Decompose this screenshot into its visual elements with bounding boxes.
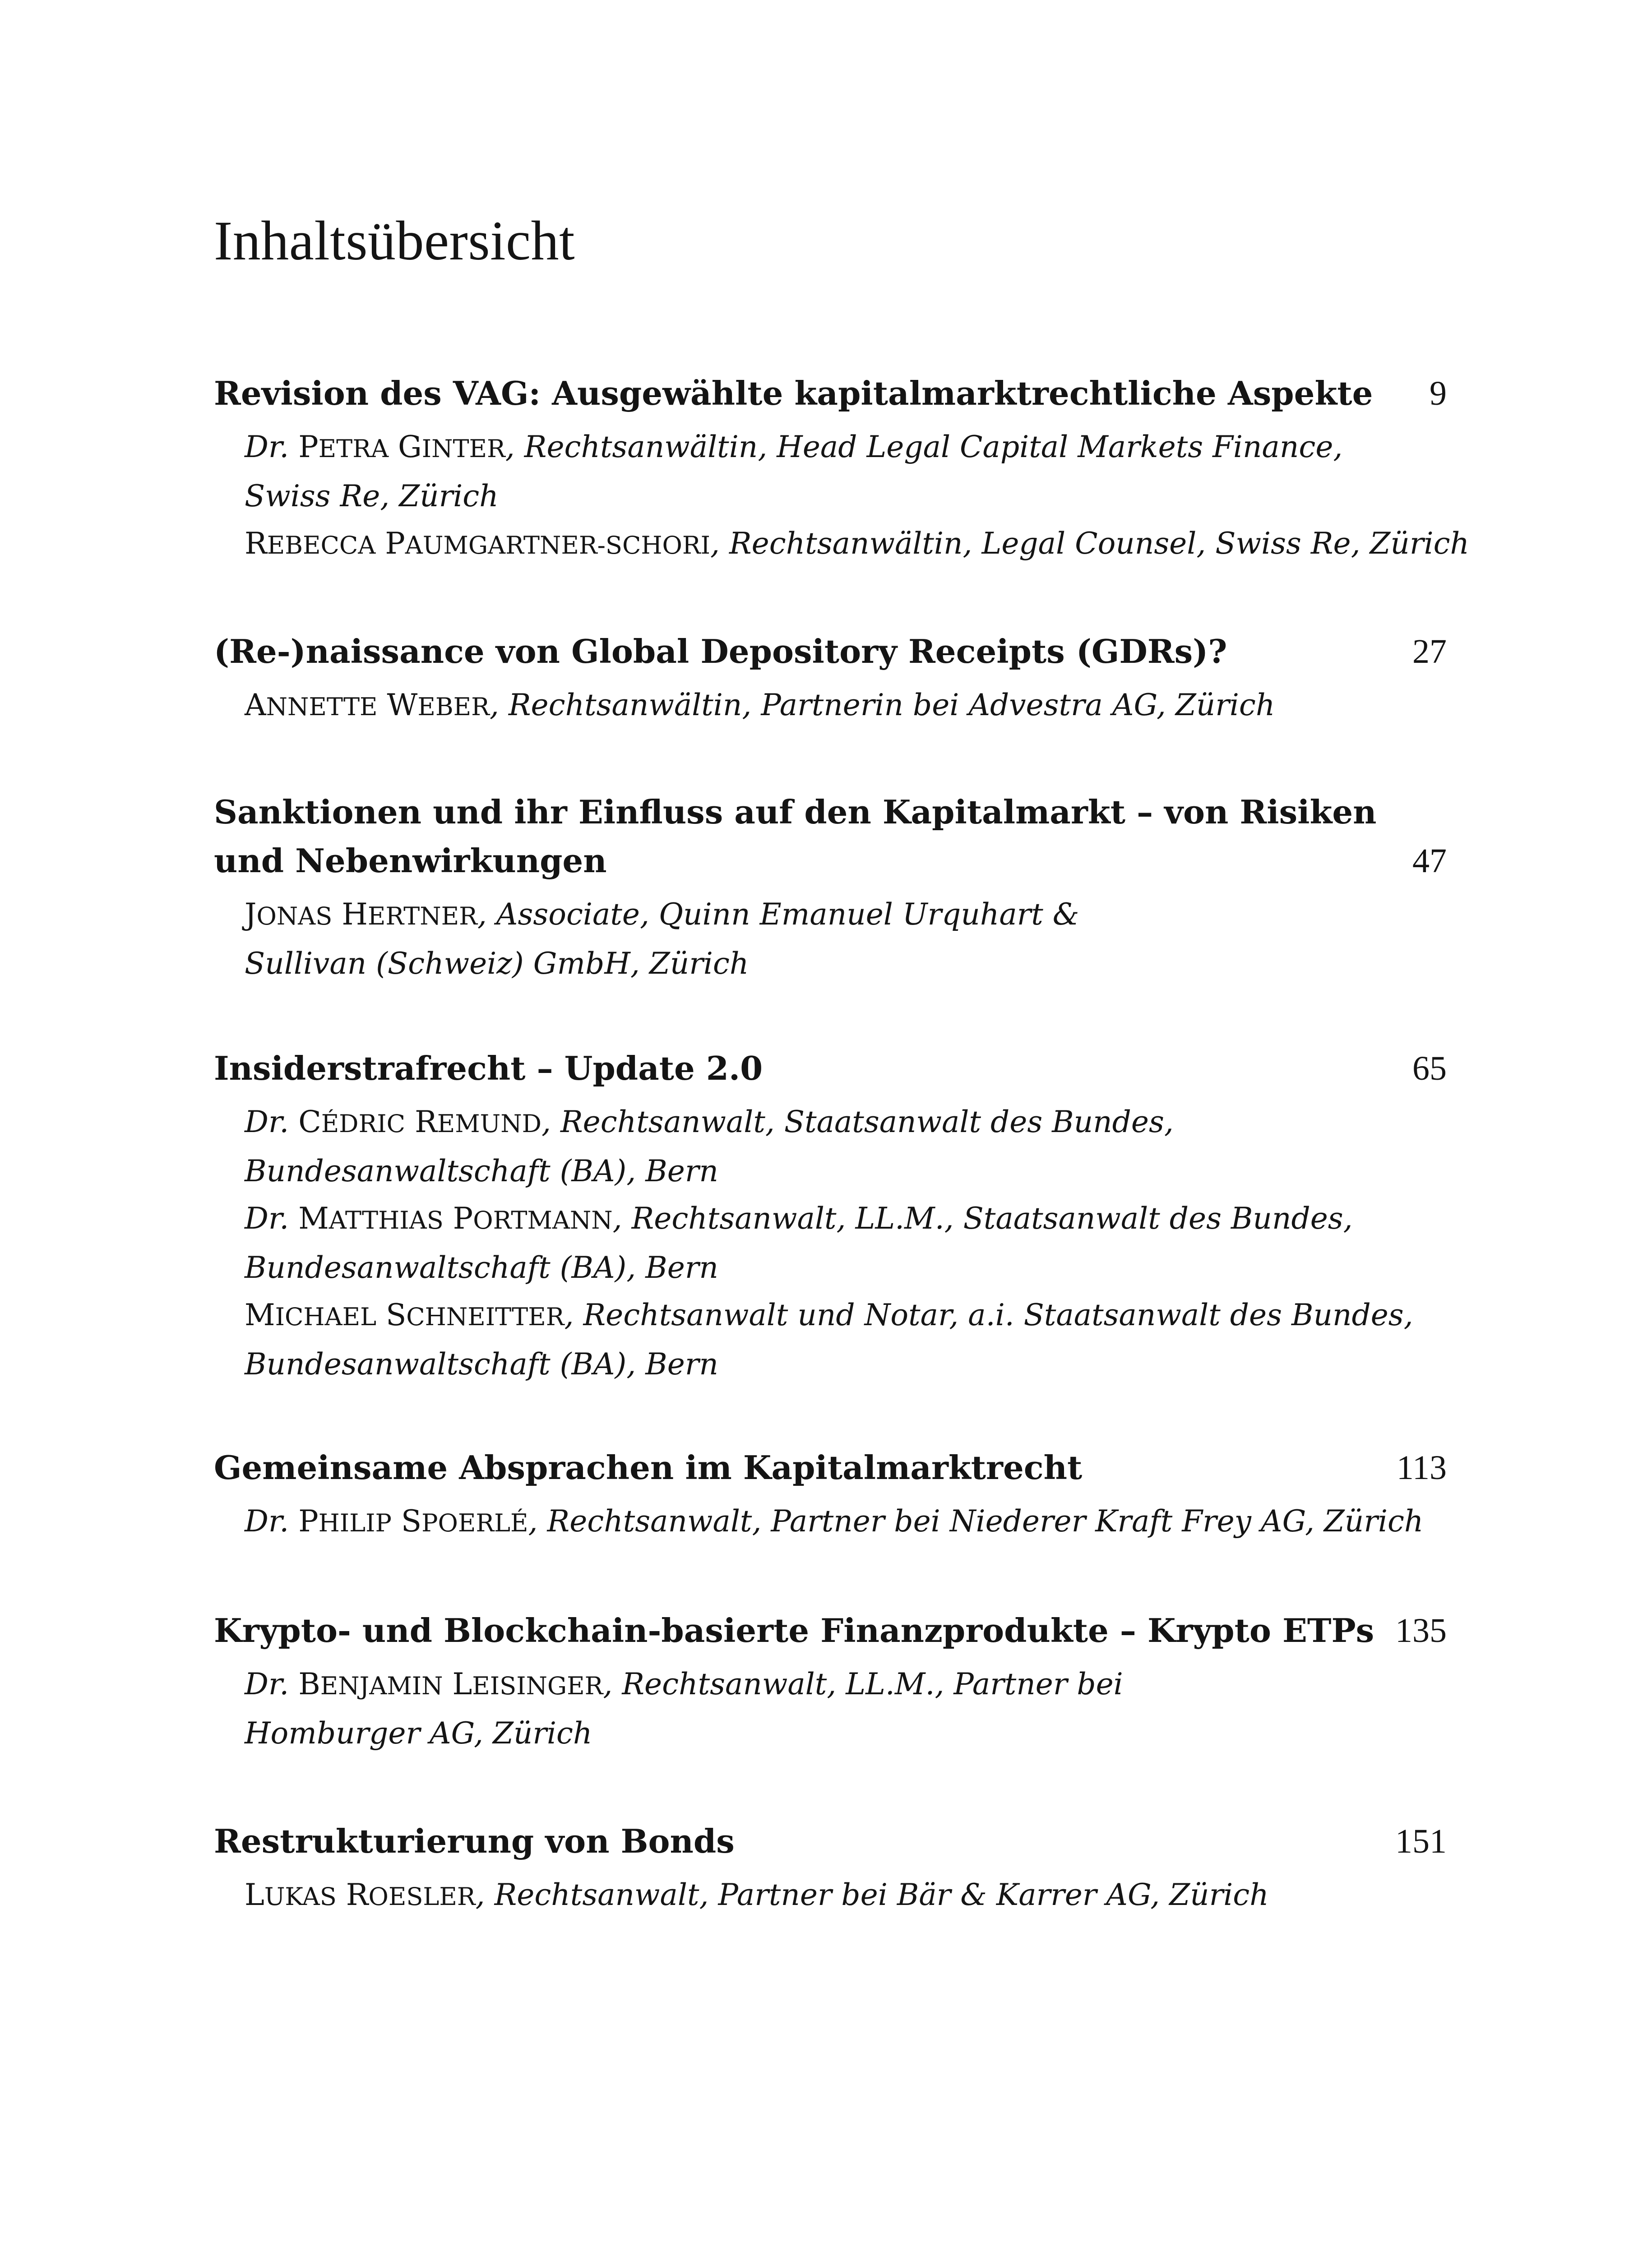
toc-entry[interactable] [214, 1817, 1447, 1920]
toc-entry[interactable] [214, 1606, 1447, 1757]
toc-entry-title [214, 369, 1373, 418]
author-last-name: ERTNER [367, 902, 477, 930]
author-line [245, 891, 1447, 940]
author-line [245, 1195, 1447, 1244]
author-affiliation: , Rechtsanwalt, LL.M., Partner bei [603, 1667, 1123, 1701]
author-first-name: ATTHIAS [329, 1206, 444, 1234]
author-last-name-initial: L [452, 1667, 472, 1701]
toc-entry-head [214, 1044, 1447, 1093]
author-prefix: Dr. [245, 1504, 299, 1539]
author-line-continuation: Bundesanwaltschaft (BA), Bern [245, 1250, 718, 1285]
author-line [245, 1871, 1447, 1920]
author-prefix: Dr. [245, 1667, 299, 1701]
author-affiliation: , Rechtsanwältin, Head Legal Capital Markets Finance, [505, 430, 1343, 464]
author-affiliation: , Associate, Quinn Emanuel Urquhart & [477, 897, 1079, 932]
toc-entry-page-number: 27 [1412, 633, 1447, 670]
author-last-name-initial: P [385, 526, 405, 561]
author-first-name: ETRA [318, 435, 389, 463]
toc-entry-page-number: 151 [1395, 1822, 1447, 1860]
author-first-name-initial: J [245, 897, 257, 932]
author-last-name: OESLER [368, 1882, 476, 1911]
toc-entry-title [214, 627, 1360, 676]
author-last-name: ORTMANN [473, 1206, 613, 1234]
toc-entry-head [214, 369, 1447, 418]
author-first-name: NNETTE [266, 693, 378, 721]
author-affiliation: , Rechtsanwältin, Legal Counsel, Swiss Re, Zürich [710, 526, 1470, 561]
toc-entry-page-number: 113 [1396, 1449, 1447, 1487]
toc-entry-title-line: Insiderstrafrecht – Update 2.0 [214, 1049, 763, 1087]
author-first-name-initial: A [245, 688, 266, 722]
author-prefix: Dr. [245, 430, 299, 464]
author-line [245, 1498, 1447, 1547]
author-first-name: UKAS [264, 1882, 337, 1911]
author-last-name: AUMGARTNER-SCHORI [405, 531, 711, 559]
author-first-name: ICHAEL [275, 1303, 377, 1331]
author-line [245, 681, 1447, 730]
toc-entry[interactable] [214, 788, 1447, 987]
author-first-name-initial: C [298, 1105, 321, 1139]
author-first-name-initial: P [298, 430, 319, 464]
toc-entry-page-number: 9 [1430, 374, 1447, 412]
toc-entry-page-number: 47 [1412, 842, 1447, 880]
author-last-name-initial: P [453, 1201, 473, 1236]
toc-entry-title [214, 788, 1377, 885]
toc-entry-authors [245, 891, 1447, 987]
author-last-name: EISINGER [472, 1672, 603, 1700]
author-last-name: INTER [421, 435, 505, 463]
toc-entry-title-line: und Nebenwirkungen [214, 841, 607, 880]
author-affiliation: , Rechtsanwalt, LL.M., Staatsanwalt des Bundes, [612, 1201, 1353, 1236]
toc-entry-title-line: Krypto- und Blockchain-basierte Finanzprodukte – Krypto ETPs [214, 1611, 1374, 1650]
author-affiliation: , Rechtsanwalt, Partner bei Bär & Karrer AG, Zürich [475, 1877, 1269, 1912]
toc-entry[interactable] [214, 369, 1470, 569]
toc-entry-title [214, 1606, 1374, 1655]
author-line-continuation: Bundesanwaltschaft (BA), Bern [245, 1154, 718, 1188]
author-affiliation: , Rechtsanwältin, Partnerin bei Advestra AG, Zürich [489, 688, 1275, 722]
author-first-name-initial: L [245, 1877, 264, 1912]
author-last-name: EMUND [437, 1110, 542, 1138]
author-line [245, 520, 1470, 569]
toc-entry-authors [245, 1660, 1447, 1757]
toc-entry-title-line: Sanktionen und ihr Einfluss auf den Kapitalmarkt – von Risiken [214, 793, 1377, 831]
author-line-continuation: Sullivan (Schweiz) GmbH, Zürich [245, 946, 749, 981]
toc-entry-page-number: 135 [1395, 1612, 1447, 1650]
toc-entry-authors [245, 1498, 1447, 1547]
toc-entry-head [214, 627, 1447, 676]
author-affiliation: , Rechtsanwalt, Staatsanwalt des Bundes, [541, 1105, 1174, 1139]
author-line-continuation: Homburger AG, Zürich [245, 1716, 592, 1751]
toc-entry-page-number: 65 [1412, 1049, 1447, 1087]
author-last-name: CHNEITTER [406, 1303, 565, 1331]
author-last-name-initial: R [415, 1105, 437, 1139]
author-last-name-initial: H [342, 897, 368, 932]
toc-entry-head [214, 1443, 1447, 1492]
author-last-name-initial: S [386, 1298, 407, 1332]
author-first-name-initial: B [298, 1667, 320, 1701]
toc-entry-title [214, 1443, 1360, 1492]
author-affiliation: , Rechtsanwalt und Notar, a.i. Staatsanwalt des Bundes, [564, 1298, 1413, 1332]
toc-entry[interactable] [214, 1044, 1447, 1388]
toc-entry-title [214, 1817, 1360, 1866]
author-affiliation: , Rechtsanwalt, Partner bei Niederer Kraft Frey AG, Zürich [528, 1504, 1424, 1539]
toc-entry-title-line: Revision des VAG: Ausgewählte kapitalmarktrechtliche Aspekte [214, 374, 1373, 412]
author-prefix: Dr. [245, 1201, 299, 1236]
toc-entry[interactable] [214, 1443, 1447, 1547]
toc-entry-authors [245, 681, 1447, 730]
page-title: Inhaltsübersicht [214, 210, 575, 272]
author-first-name-initial: M [245, 1298, 275, 1332]
author-last-name-initial: W [387, 688, 418, 722]
toc-entry-title [214, 1044, 1360, 1093]
toc-entry-title-line: Restrukturierung von Bonds [214, 1822, 735, 1860]
author-line [245, 1291, 1447, 1341]
author-first-name-initial: R [245, 526, 267, 561]
author-prefix: Dr. [245, 1105, 299, 1139]
author-line [245, 423, 1447, 472]
author-first-name: ENJAMIN [320, 1672, 443, 1700]
toc-entry-authors [245, 1098, 1447, 1388]
author-last-name: EBER [417, 693, 490, 721]
author-first-name: HILIP [318, 1509, 392, 1537]
toc-entry-head [214, 1606, 1447, 1655]
author-line [245, 1660, 1447, 1710]
author-first-name-initial: M [298, 1201, 329, 1236]
author-line [245, 1098, 1447, 1147]
author-last-name: POERLÉ [421, 1509, 528, 1537]
author-first-name: EBECCA [267, 531, 376, 559]
author-line-continuation: Bundesanwaltschaft (BA), Bern [245, 1347, 718, 1382]
author-first-name-initial: P [298, 1504, 319, 1539]
toc-entry-head [214, 788, 1447, 885]
author-first-name: ONAS [256, 902, 333, 930]
author-first-name: ÉDRIC [321, 1110, 406, 1138]
toc-entry-title-line: Gemeinsame Absprachen im Kapitalmarktrecht [214, 1448, 1083, 1487]
toc-entry-head [214, 1817, 1447, 1866]
toc-entry[interactable] [214, 627, 1447, 730]
toc-entry-authors [245, 423, 1470, 569]
author-line-continuation: Swiss Re, Zürich [245, 479, 499, 513]
author-last-name-initial: R [346, 1877, 369, 1912]
toc-entry-title-line: (Re-)naissance von Global Depository Receipts (GDRs)? [214, 632, 1227, 670]
author-last-name-initial: S [401, 1504, 422, 1539]
author-last-name-initial: G [398, 430, 422, 464]
toc-entry-authors [245, 1871, 1447, 1920]
